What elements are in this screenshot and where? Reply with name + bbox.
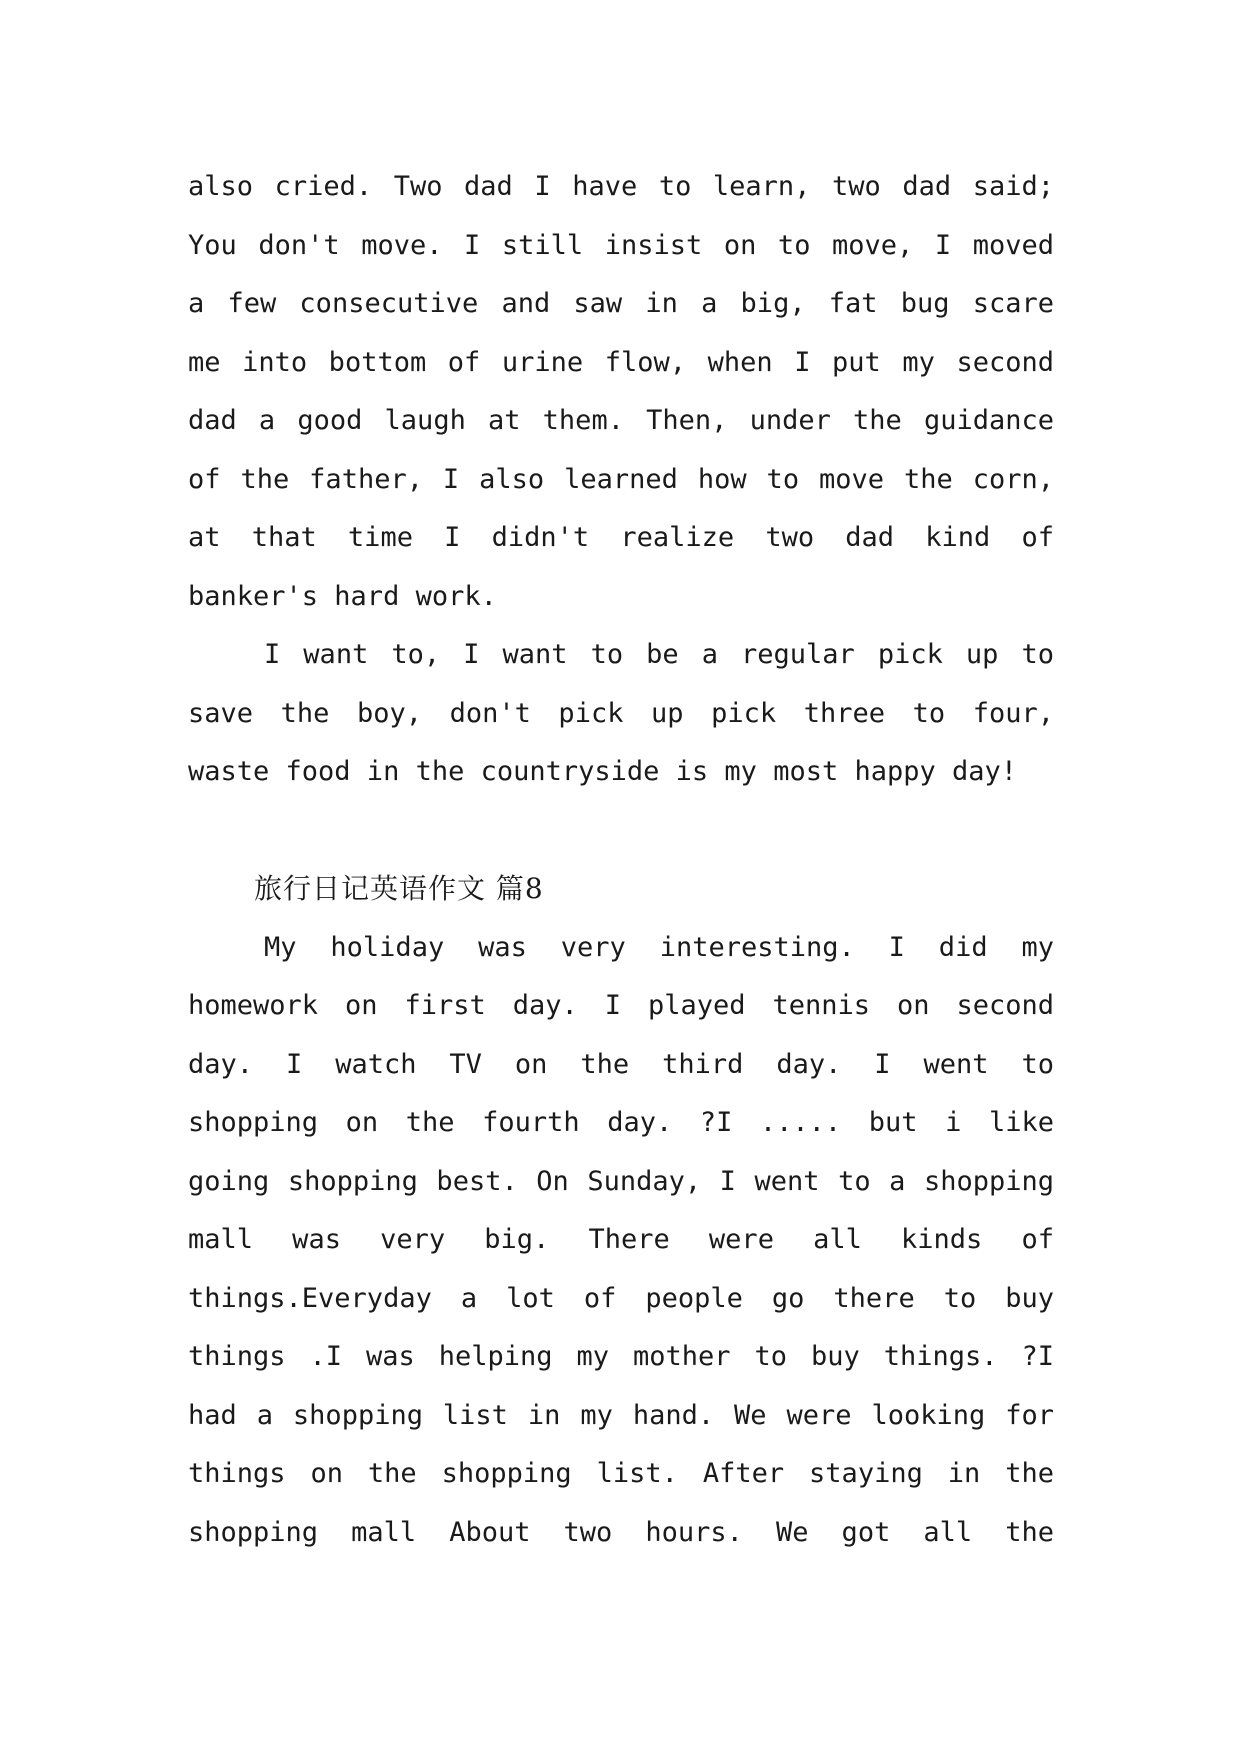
text-line: a few consecutive and saw in a big, fat bug scare <box>188 288 1054 319</box>
document-body <box>188 158 1054 1562</box>
text-line: waste food in the countryside is my most happy day! <box>188 756 1018 787</box>
paragraph-spacer <box>188 802 1054 861</box>
text-line: shopping on the fourth day. ?I ..... but i like <box>188 1107 1054 1138</box>
section-heading: 旅行日记英语作文 篇8 <box>254 872 544 905</box>
text-line: day. I watch TV on the third day. I went to <box>188 1048 1054 1080</box>
text-line: things .I was helping my mother to buy things. ?I <box>188 1341 1054 1372</box>
text-line: banker's hard work. <box>188 580 497 612</box>
text-line: of the father, I also learned how to move the corn, <box>188 463 1054 495</box>
text-line: also cried. Two dad I have to learn, two dad said; <box>188 171 1054 202</box>
text-line: save the boy, don't pick up pick three to four, <box>188 697 1054 729</box>
text-line: You don't move. I still insist on to move, I moved <box>188 229 1054 261</box>
text-line: mall was very big. There were all kinds of <box>188 1224 1054 1255</box>
text-line: going shopping best. On Sunday, I went to a shopping <box>188 1165 1054 1197</box>
text-line: things on the shopping list. After staying in the <box>188 1458 1054 1489</box>
text-line: My holiday was very interesting. I did my <box>264 931 1054 963</box>
text-line: dad a good laugh at them. Then, under the guidance <box>188 405 1054 436</box>
text-line: had a shopping list in my hand. We were looking for <box>188 1399 1054 1431</box>
text-line: me into bottom of urine flow, when I put my second <box>188 346 1054 378</box>
text-line: at that time I didn't realize two dad kind of <box>188 522 1054 553</box>
paragraph-holiday <box>188 919 1054 1563</box>
text-line: things.Everyday a lot of people go there to buy <box>188 1282 1054 1314</box>
paragraph-closing <box>188 626 1054 802</box>
text-line: I want to, I want to be a regular pick up to <box>264 639 1054 670</box>
paragraph-continued <box>188 158 1054 626</box>
text-line: shopping mall About two hours. We got all the <box>188 1516 1054 1548</box>
text-line: homework on first day. I played tennis on second <box>188 990 1054 1021</box>
